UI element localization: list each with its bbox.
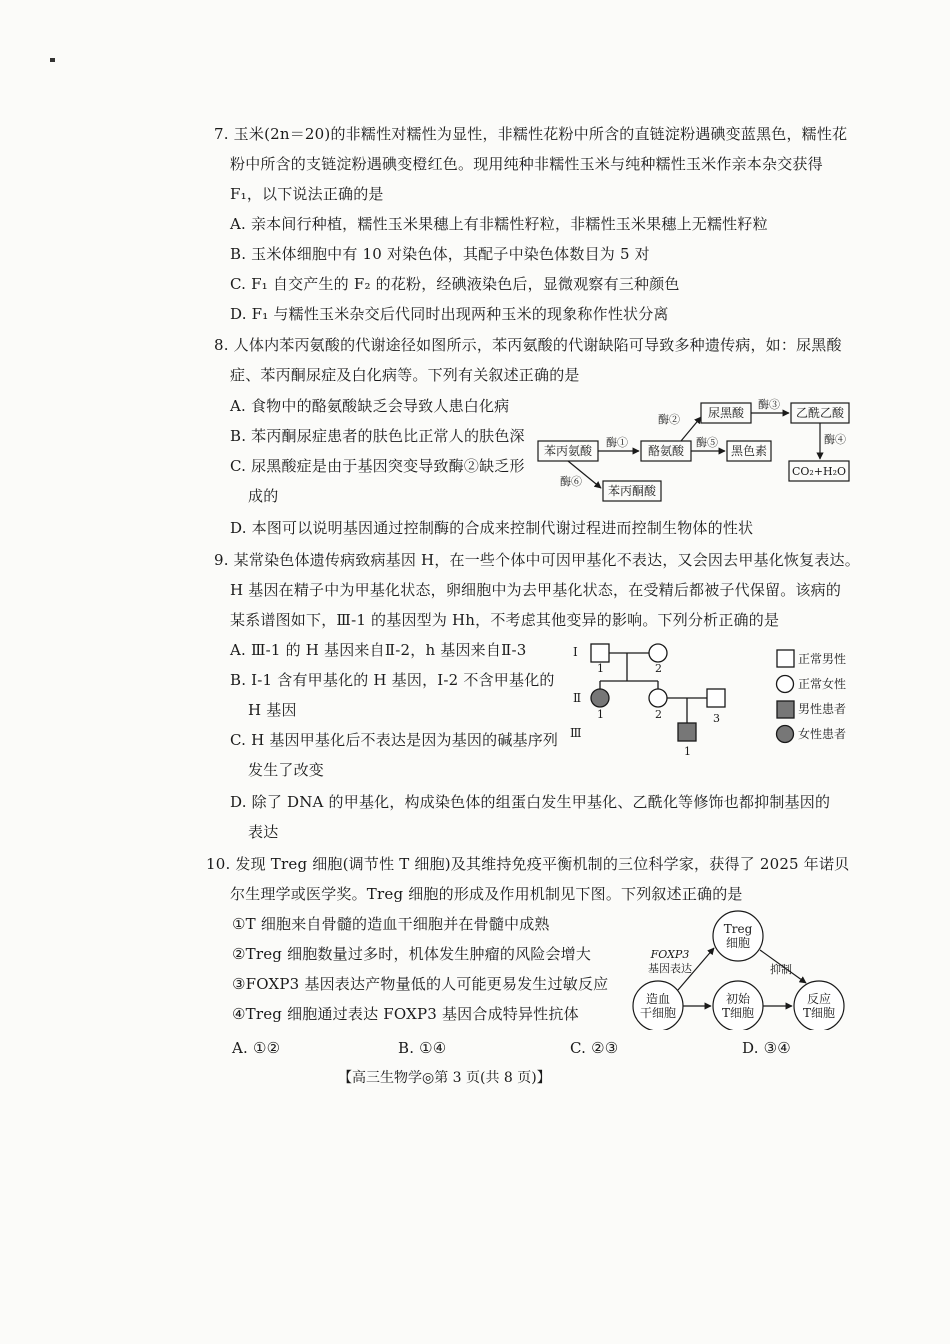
- pedigree-chart: [566, 637, 856, 757]
- q10-statement-1: ①T 细胞来自骨髓的造血干细胞并在骨髓中成熟: [232, 915, 550, 933]
- q7-option-b: B. 玉米体细胞中有 10 对染色体，其配子中染色体数目为 5 对: [230, 245, 650, 263]
- cell-effector-line1: 反应: [806, 992, 832, 1006]
- q10-statement-2: ②Treg 细胞数量过多时，机体发生肿瘤的风险会增大: [232, 945, 592, 963]
- i-1-normal-male: [591, 644, 609, 662]
- q9-option-d-cont: 表达: [248, 823, 279, 841]
- scan-mark: [50, 58, 55, 62]
- q10-choice-b: B. ①④: [398, 1039, 447, 1057]
- legend-normal-male: 正常男性: [798, 652, 847, 666]
- q10-stem-line-1: 10. 发现 Treg 细胞(调节性 T 细胞)及其维持免疫平衡机制的三位科学家，获得了 2025 年诺贝: [206, 855, 850, 873]
- node-co2-h2o: CO₂+H₂O: [791, 465, 847, 478]
- enzyme-1: 酶①: [606, 436, 628, 449]
- enzyme-3: 酶③: [758, 398, 780, 411]
- cell-stem-line2: 干细胞: [639, 1006, 677, 1020]
- q9-option-d: D. 除了 DNA 的甲基化，构成染色体的组蛋白发生甲基化、乙酰化等修饰也都抑制基因的: [230, 793, 831, 811]
- q10-statement-4: ④Treg 细胞通过表达 FOXP3 基因合成特异性抗体: [232, 1005, 579, 1023]
- q8-option-c: C. 尿黑酸症是由于基因突变导致酶②缺乏形: [230, 457, 525, 475]
- enzyme-6: 酶⑥: [560, 475, 582, 488]
- q10-choice-c: C. ②③: [570, 1039, 619, 1057]
- q9-stem-line-1: 9. 某常染色体遗传病致病基因 H，在一些个体中可因甲基化不表达，又会因去甲基化恢复表达。: [214, 551, 860, 569]
- node-acetoacetate: 乙酰乙酸: [795, 406, 845, 420]
- q7-stem-line-3: F₁，以下说法正确的是: [230, 185, 384, 203]
- enzyme-5: 酶⑤: [696, 436, 718, 449]
- q9-option-b: B. Ⅰ-1 含有甲基化的 H 基因，Ⅰ-2 不含甲基化的: [230, 671, 555, 689]
- ii-1-number: 1: [597, 708, 604, 721]
- i-2-number: 2: [655, 662, 662, 675]
- cell-stem-line1: 造血: [645, 992, 671, 1006]
- cell-treg-line2: 细胞: [725, 936, 751, 950]
- enzyme-4: 酶④: [824, 433, 846, 446]
- q10-stem-line-2: 尔生理学或医学奖。Treg 细胞的形成及作用机制见下图。下列叙述正确的是: [230, 885, 743, 903]
- node-phenylpyruvate: 苯丙酮酸: [607, 484, 657, 498]
- cell-naive-line2: T细胞: [721, 1006, 755, 1020]
- q8-option-d: D. 本图可以说明基因通过控制酶的合成来控制代谢过程进而控制生物体的性状: [230, 519, 754, 537]
- node-melanin: 黑色素: [730, 444, 768, 458]
- q10-choice-d: D. ③④: [742, 1039, 791, 1057]
- q7-stem-line-1: 7. 玉米(2n＝20)的非糯性对糯性为显性，非糯性花粉中所含的直链淀粉遇碘变蓝黑色，糯性花: [214, 125, 848, 143]
- ii-3-normal-male: [707, 689, 725, 707]
- generation-2-label: Ⅱ: [573, 691, 582, 705]
- legend-affected-male: 男性患者: [798, 702, 847, 716]
- q9-option-c: C. H 基因甲基化后不表达是因为基因的碱基序列: [230, 731, 559, 749]
- node-tyrosine: 酪氨酸: [647, 444, 685, 458]
- q7-option-c: C. F₁ 自交产生的 F₂ 的花粉，经碘液染色后，显微观察有三种颜色: [230, 275, 680, 293]
- legend-normal-female: 正常女性: [798, 677, 847, 691]
- iii-1-number: 1: [684, 745, 691, 757]
- q7-stem-line-2: 粉中所含的支链淀粉遇碘变橙红色。现用纯种非糯性玉米与纯种糯性玉米作亲本杂交获得: [230, 155, 823, 173]
- legend-normal-female-icon: [777, 676, 794, 693]
- i-2-normal-female: [649, 644, 667, 662]
- cell-naive-line1: 初始: [725, 992, 751, 1006]
- q7-option-d: D. F₁ 与糯性玉米杂交后代同时出现两种玉米的现象称作性状分离: [230, 305, 669, 323]
- iii-1-affected-male: [678, 723, 696, 741]
- enzyme-2: 酶②: [658, 413, 680, 426]
- q9-stem-line-3: 某系谱图如下，Ⅲ-1 的基因型为 Hh，不考虑其他变异的影响。下列分析正确的是: [230, 611, 780, 629]
- node-homogentisate: 尿黑酸: [707, 406, 745, 420]
- label-inhibit: 抑制: [770, 963, 792, 976]
- ii-3-number: 3: [713, 712, 720, 725]
- legend-normal-male-icon: [777, 650, 794, 667]
- q8-stem-line-1: 8. 人体内苯丙氨酸的代谢途径如图所示，苯丙氨酸的代谢缺陷可导致多种遗传病，如：尿黑酸: [214, 336, 842, 354]
- q8-option-b: B. 苯丙酮尿症患者的肤色比正常人的肤色深: [230, 427, 525, 445]
- ii-2-number: 2: [655, 708, 662, 721]
- label-foxp3: FOXP3: [650, 948, 690, 961]
- legend-affected-female-icon: [777, 726, 794, 743]
- q7-option-a: A. 亲本间行种植，糯性玉米果穗上有非糯性籽粒，非糯性玉米果穗上无糯性籽粒: [230, 215, 768, 233]
- legend-affected-male-icon: [777, 701, 794, 718]
- ii-1-affected-female: [591, 689, 609, 707]
- q10-choice-a: A. ①②: [232, 1039, 281, 1057]
- label-gene-expression: 基因表达: [648, 962, 692, 975]
- treg-diagram: [626, 910, 851, 1030]
- q9-option-c-cont: 发生了改变: [248, 761, 325, 779]
- metabolism-diagram: [535, 395, 855, 505]
- legend-affected-female: 女性患者: [798, 727, 847, 741]
- q9-stem-line-2: H 基因在精子中为甲基化状态，卵细胞中为去甲基化状态，在受精后都被子代保留。该病的: [230, 581, 842, 599]
- q9-option-a: A. Ⅲ-1 的 H 基因来自Ⅱ-2，h 基因来自Ⅱ-3: [230, 641, 527, 659]
- q8-option-c-cont: 成的: [248, 487, 279, 505]
- node-phenylalanine: 苯丙氨酸: [543, 444, 593, 458]
- generation-3-label: Ⅲ: [570, 726, 582, 740]
- generation-1-label: Ⅰ: [573, 645, 578, 659]
- q10-statement-3: ③FOXP3 基因表达产物量低的人可能更易发生过敏反应: [232, 975, 609, 993]
- ii-2-normal-female: [649, 689, 667, 707]
- cell-treg-line1: Treg: [723, 922, 753, 936]
- q8-stem-line-2: 症、苯丙酮尿症及白化病等。下列有关叙述正确的是: [230, 366, 580, 384]
- cell-effector-line2: T细胞: [802, 1006, 836, 1020]
- q8-option-a: A. 食物中的酪氨酸缺乏会导致人患白化病: [230, 397, 510, 415]
- i-1-number: 1: [597, 662, 604, 675]
- q9-option-b-cont: H 基因: [248, 701, 297, 719]
- page-footer: 【高三生物学◎第 3 页(共 8 页)】: [338, 1070, 551, 1086]
